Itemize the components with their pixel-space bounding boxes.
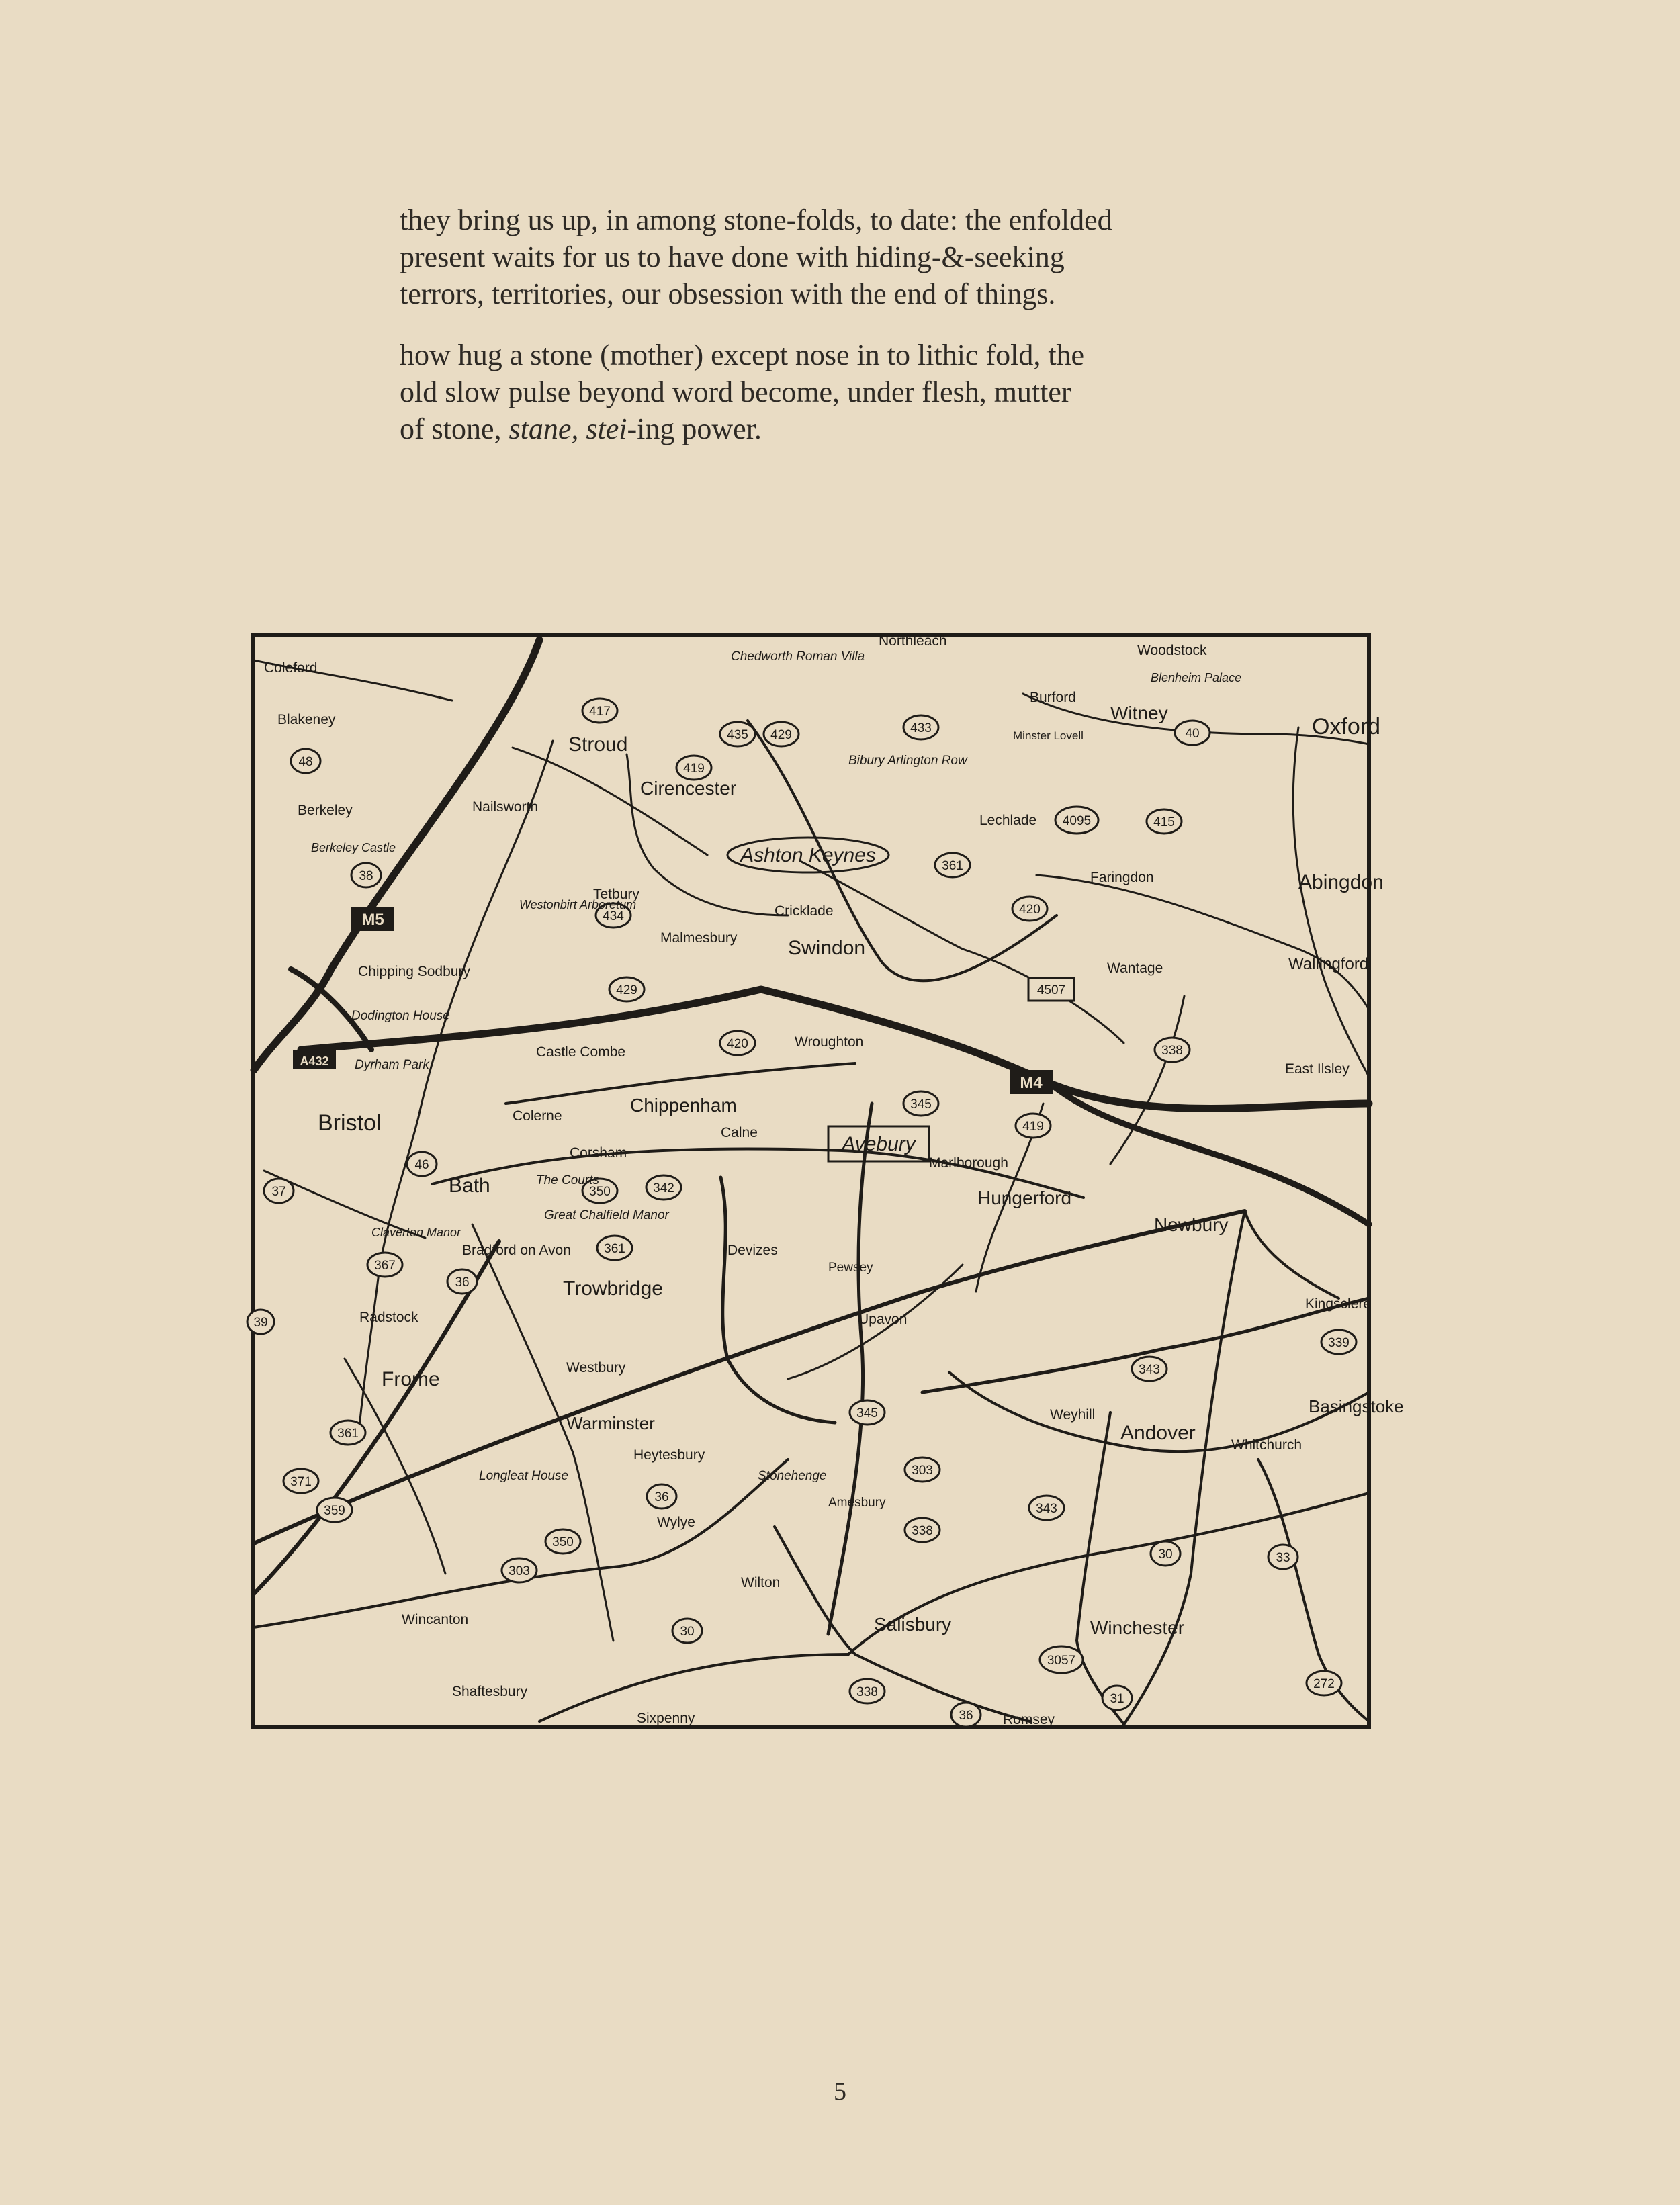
map-frame — [253, 635, 1372, 1727]
ashton-keynes-label — [727, 838, 889, 872]
road-number — [247, 1310, 274, 1334]
svg-text:Romsey: Romsey — [1003, 1712, 1055, 1727]
svg-text:Malmesbury: Malmesbury — [660, 930, 738, 946]
road — [418, 741, 553, 1117]
road — [1124, 1211, 1245, 1725]
svg-text:272: 272 — [1313, 1677, 1335, 1691]
svg-text:303: 303 — [509, 1564, 530, 1578]
svg-text:Shaftesbury: Shaftesbury — [452, 1684, 528, 1699]
roads — [254, 640, 1372, 1725]
svg-text:A432: A432 — [300, 1054, 329, 1068]
road — [1036, 875, 1369, 1009]
svg-text:Berkeley: Berkeley — [298, 803, 353, 818]
road-number — [1155, 1038, 1190, 1062]
road-number — [646, 1175, 681, 1200]
svg-text:Great Chalfield Manor: Great Chalfield Manor — [544, 1208, 669, 1222]
road-number — [447, 1269, 477, 1294]
road-number — [1151, 1541, 1180, 1566]
svg-text:367: 367 — [374, 1259, 396, 1273]
svg-text:Abingdon: Abingdon — [1298, 871, 1384, 893]
svg-text:Northleach: Northleach — [879, 633, 947, 649]
road — [1245, 1211, 1339, 1298]
svg-text:Avebury: Avebury — [842, 1133, 916, 1155]
road — [1077, 1412, 1124, 1725]
road-number — [367, 1253, 402, 1277]
svg-text:Blakeney: Blakeney — [277, 712, 336, 727]
svg-text:Coleford: Coleford — [264, 660, 318, 676]
svg-text:Radstock: Radstock — [359, 1310, 418, 1325]
road-number — [1012, 897, 1047, 921]
road-number — [545, 1529, 580, 1554]
svg-text:36: 36 — [959, 1709, 973, 1723]
svg-text:Wylye: Wylye — [657, 1515, 695, 1530]
road-number — [764, 722, 799, 746]
road-number — [905, 1457, 940, 1482]
poem-line: they bring us up, in among stone-folds, to date: the enfolded — [400, 204, 1112, 236]
svg-text:38: 38 — [359, 869, 373, 883]
svg-text:30: 30 — [1158, 1547, 1173, 1562]
road-number — [264, 1179, 294, 1203]
svg-text:303: 303 — [912, 1464, 933, 1478]
svg-text:350: 350 — [589, 1185, 611, 1199]
poem-line — [400, 410, 1286, 447]
road-number — [597, 1236, 632, 1260]
road-number — [1321, 1330, 1356, 1354]
road-number — [1040, 1646, 1083, 1673]
road-number — [905, 1518, 940, 1542]
svg-text:The Courts: The Courts — [536, 1173, 599, 1187]
m5-motorway — [254, 640, 539, 1070]
road — [721, 1177, 835, 1423]
handwritten-annotations — [727, 838, 929, 1161]
svg-text:39: 39 — [253, 1316, 268, 1330]
road-number — [1307, 1671, 1341, 1695]
svg-text:Marlborough: Marlborough — [929, 1155, 1008, 1171]
svg-text:East Ilsley: East Ilsley — [1285, 1061, 1350, 1077]
svg-text:342: 342 — [653, 1181, 674, 1196]
svg-text:338: 338 — [912, 1524, 933, 1538]
avebury-label — [828, 1126, 929, 1161]
svg-text:Heytesbury: Heytesbury — [633, 1447, 705, 1463]
road-map — [251, 633, 1404, 1729]
svg-text:Wantage: Wantage — [1107, 960, 1163, 976]
road-number — [676, 756, 711, 780]
road-number — [582, 699, 617, 723]
svg-text:Wincanton: Wincanton — [402, 1612, 469, 1627]
road-number — [672, 1619, 702, 1643]
svg-text:Warminster: Warminster — [566, 1413, 655, 1433]
svg-text:434: 434 — [603, 909, 624, 924]
road-number — [903, 1091, 938, 1116]
svg-text:429: 429 — [616, 983, 637, 997]
road-number — [317, 1498, 352, 1522]
svg-text:Upavon: Upavon — [858, 1312, 908, 1327]
svg-text:359: 359 — [324, 1504, 345, 1518]
road-number — [850, 1679, 885, 1703]
svg-text:Chedworth Roman Villa: Chedworth Roman Villa — [731, 649, 865, 664]
road — [254, 1459, 788, 1627]
m4-shield — [1010, 1070, 1053, 1094]
svg-text:Blenheim Palace: Blenheim Palace — [1151, 671, 1242, 684]
road-number — [351, 863, 381, 887]
road-number — [1132, 1357, 1167, 1381]
svg-text:361: 361 — [942, 859, 963, 873]
road-number — [283, 1469, 318, 1493]
svg-text:419: 419 — [683, 762, 705, 776]
road-number — [407, 1152, 437, 1176]
svg-text:Salisbury: Salisbury — [874, 1614, 952, 1635]
svg-text:Longleat House: Longleat House — [479, 1469, 569, 1483]
road-number — [502, 1558, 537, 1582]
svg-text:Frome: Frome — [382, 1368, 440, 1390]
svg-text:Bibury Arlington Row: Bibury Arlington Row — [848, 754, 967, 768]
road-number — [720, 1031, 755, 1055]
road-number — [1029, 1496, 1064, 1520]
stanza-1 — [400, 201, 1286, 312]
svg-text:Burford: Burford — [1030, 690, 1076, 705]
poem-text: of stone, — [400, 412, 509, 445]
poem-line: how hug a stone (mother) except nose in to lithic fold, the — [400, 339, 1085, 371]
svg-text:M4: M4 — [1020, 1074, 1043, 1092]
m5-shield — [351, 907, 394, 931]
svg-text:Weyhill: Weyhill — [1050, 1407, 1096, 1423]
svg-text:M5: M5 — [361, 911, 384, 929]
svg-text:Westonbirt Arboretum: Westonbirt Arboretum — [519, 898, 637, 911]
svg-text:Cirencester: Cirencester — [640, 778, 737, 799]
page-number: 5 — [834, 2077, 846, 2106]
svg-text:Wilton: Wilton — [741, 1575, 781, 1590]
svg-text:343: 343 — [1139, 1363, 1160, 1377]
svg-text:Minster Lovell: Minster Lovell — [1013, 729, 1084, 742]
svg-text:Chippenham: Chippenham — [630, 1095, 737, 1116]
svg-text:339: 339 — [1328, 1336, 1350, 1350]
svg-text:415: 415 — [1153, 815, 1175, 829]
poem-italic-text: stane, stei — [509, 412, 627, 445]
svg-text:Amesbury: Amesbury — [828, 1496, 886, 1510]
svg-text:Stroud: Stroud — [568, 733, 628, 756]
svg-text:Lechlade: Lechlade — [979, 813, 1037, 828]
road-number — [647, 1484, 676, 1509]
poem-text: -ing power. — [627, 412, 762, 445]
stanza-2 — [400, 336, 1286, 447]
svg-text:361: 361 — [604, 1242, 625, 1256]
svg-text:Calne: Calne — [721, 1125, 758, 1140]
road — [1293, 727, 1369, 1077]
svg-text:Colerne: Colerne — [513, 1108, 562, 1124]
svg-text:Westbury: Westbury — [566, 1360, 626, 1376]
road-number — [1028, 978, 1074, 1001]
road-number — [951, 1703, 981, 1727]
poem-line: old slow pulse beyond word become, under flesh, mutter — [400, 375, 1071, 408]
poem-line: terrors, territories, our obsession with the end of things. — [400, 277, 1056, 310]
svg-text:435: 435 — [727, 728, 748, 742]
road-number — [1268, 1545, 1298, 1569]
road-number — [291, 749, 320, 773]
svg-text:420: 420 — [727, 1037, 748, 1051]
svg-text:Trowbridge: Trowbridge — [563, 1277, 663, 1300]
svg-text:Sixpenny: Sixpenny — [637, 1711, 695, 1726]
svg-text:4507: 4507 — [1036, 983, 1066, 997]
road-number — [935, 853, 970, 877]
svg-text:345: 345 — [910, 1097, 932, 1112]
svg-text:Ashton Keynes: Ashton Keynes — [740, 844, 876, 866]
svg-text:Bath: Bath — [449, 1175, 490, 1197]
svg-text:Stonehenge: Stonehenge — [758, 1469, 827, 1483]
svg-text:3057: 3057 — [1047, 1654, 1076, 1668]
svg-text:Kingsclere: Kingsclere — [1305, 1296, 1372, 1312]
svg-text:37: 37 — [271, 1185, 286, 1199]
svg-text:429: 429 — [770, 728, 792, 742]
svg-text:Tetbury: Tetbury — [593, 887, 639, 902]
svg-text:Woodstock: Woodstock — [1137, 643, 1207, 658]
svg-text:36: 36 — [654, 1490, 669, 1504]
svg-text:Chipping Sodbury: Chipping Sodbury — [358, 964, 470, 979]
road-number — [720, 722, 755, 746]
svg-text:36: 36 — [455, 1275, 470, 1290]
poem-line: present waits for us to have done with hiding-&-seeking — [400, 240, 1065, 273]
svg-text:Swindon: Swindon — [788, 937, 866, 959]
svg-text:Dyrham Park: Dyrham Park — [355, 1058, 429, 1072]
svg-text:Bristol: Bristol — [318, 1110, 382, 1136]
svg-text:350: 350 — [552, 1535, 574, 1549]
svg-text:Newbury: Newbury — [1154, 1214, 1229, 1235]
svg-text:361: 361 — [337, 1427, 359, 1441]
svg-text:Pewsey: Pewsey — [828, 1261, 873, 1275]
svg-text:40: 40 — [1185, 727, 1200, 741]
svg-text:Nailsworth: Nailsworth — [472, 799, 539, 815]
svg-text:Wallingford: Wallingford — [1288, 955, 1369, 973]
road — [828, 1104, 872, 1634]
road-number — [1102, 1686, 1132, 1710]
svg-text:Berkeley Castle: Berkeley Castle — [311, 841, 396, 854]
svg-text:Cricklade: Cricklade — [775, 903, 834, 919]
svg-text:343: 343 — [1036, 1502, 1057, 1516]
road-number — [850, 1400, 885, 1425]
svg-text:Castle Combe: Castle Combe — [536, 1044, 626, 1060]
road-number — [903, 715, 938, 739]
svg-text:371: 371 — [290, 1475, 312, 1489]
svg-text:30: 30 — [680, 1625, 695, 1639]
svg-text:Claverton Manor: Claverton Manor — [371, 1226, 461, 1239]
svg-text:31: 31 — [1110, 1692, 1124, 1706]
svg-text:Whitchurch: Whitchurch — [1231, 1437, 1302, 1453]
svg-text:Oxford: Oxford — [1312, 714, 1381, 739]
svg-text:345: 345 — [856, 1406, 878, 1421]
svg-text:433: 433 — [910, 721, 932, 735]
svg-text:Bradford on Avon: Bradford on Avon — [462, 1243, 571, 1258]
map-svg — [251, 633, 1404, 1729]
road-number — [1175, 721, 1210, 745]
svg-text:417: 417 — [589, 705, 611, 719]
svg-text:338: 338 — [856, 1685, 878, 1699]
road-number — [609, 977, 644, 1001]
svg-text:4095: 4095 — [1062, 814, 1092, 828]
road-number — [330, 1421, 365, 1445]
svg-text:Andover: Andover — [1120, 1422, 1196, 1444]
road-number — [1147, 809, 1182, 834]
svg-text:Basingstoke: Basingstoke — [1309, 1396, 1404, 1416]
poem — [400, 201, 1286, 471]
svg-text:420: 420 — [1019, 903, 1041, 917]
svg-text:Winchester: Winchester — [1090, 1617, 1185, 1638]
a432-shield — [293, 1050, 336, 1069]
svg-text:48: 48 — [298, 755, 313, 769]
road-number — [1016, 1114, 1051, 1138]
road-number — [1055, 807, 1098, 834]
svg-text:Wroughton: Wroughton — [795, 1034, 864, 1050]
svg-text:Dodington House: Dodington House — [351, 1009, 450, 1023]
svg-text:Devizes: Devizes — [727, 1243, 778, 1258]
svg-text:419: 419 — [1022, 1120, 1044, 1134]
svg-text:Faringdon: Faringdon — [1090, 870, 1154, 885]
svg-text:33: 33 — [1276, 1551, 1290, 1565]
svg-text:Witney: Witney — [1110, 703, 1168, 723]
svg-text:46: 46 — [414, 1158, 429, 1172]
svg-text:Hungerford: Hungerford — [977, 1187, 1072, 1208]
svg-text:338: 338 — [1161, 1044, 1183, 1058]
svg-text:Corsham: Corsham — [570, 1145, 627, 1161]
place-labels — [264, 633, 1404, 1727]
